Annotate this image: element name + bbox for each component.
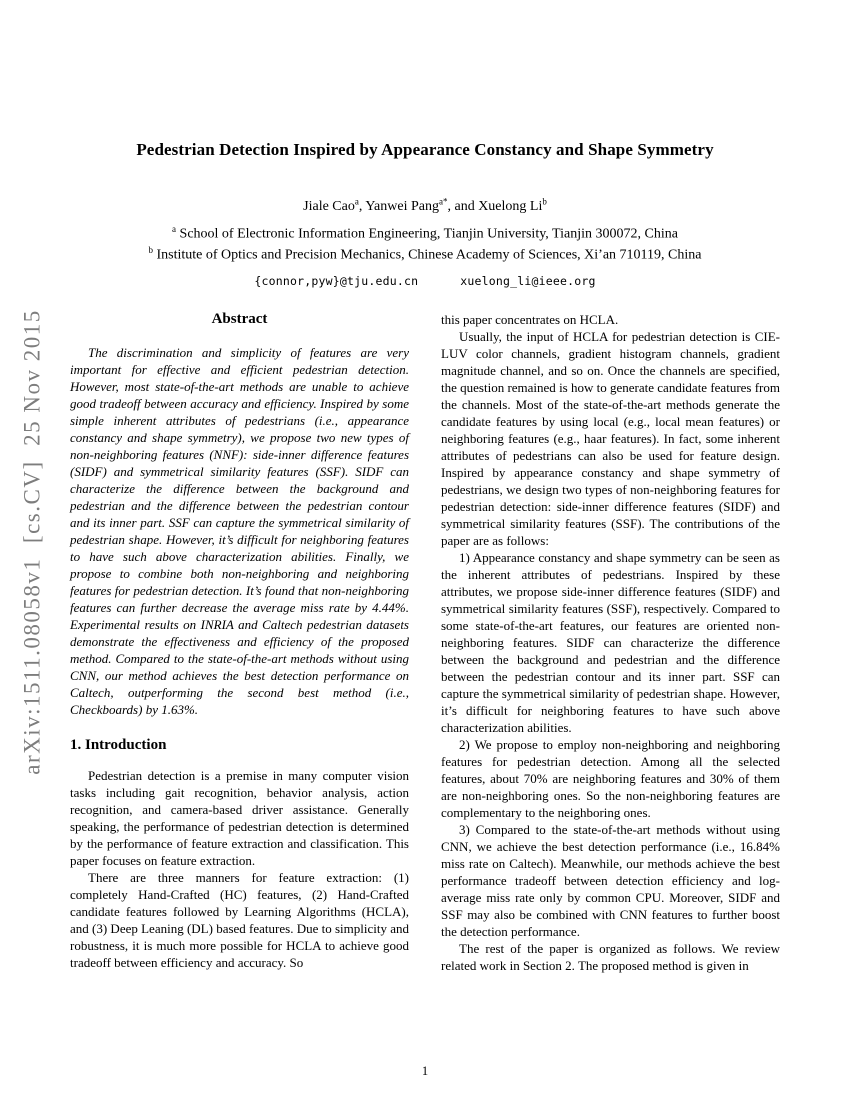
author-1: Jiale Cao$^a$ — [303, 196, 359, 214]
email-line — [0, 274, 850, 288]
email-primary: {connor,pyw}@tju.edu.cn — [254, 273, 419, 288]
section-heading-introduction: 1. Introduction — [70, 737, 167, 753]
affiliation-b — [0, 245, 850, 264]
affiliation-a-text: School of Electronic Information Engineering, Tianjin University, Tianjin 300072, China — [179, 226, 678, 242]
author-3: , and Xuelong Li$^b$ — [447, 196, 547, 214]
right-paragraph-4: 2) We propose to employ non-neighboring and neighboring features for pedestrian detection. Among all the selected features, about 70% are neighboring features and 30% of them are non-neighboring ones. So the non-neighboring features are complementary to the neighboring ones. — [441, 737, 780, 820]
paper-title: Pedestrian Detection Inspired by Appearance Constancy and Shape Symmetry — [136, 140, 714, 159]
right-paragraph-5: 3) Compared to the state-of-the-art methods without using CNN, we achieve the best detection performance (i.e., 16.84% miss rate on Caltech). Meanwhile, our methods achieve the best performance tradeoff between detection efficiency and log-average miss rate only by common CPU. Moreover, SIDF and SSF may also be combined with CNN features to further boost the detection performance. — [441, 822, 780, 939]
author-2: , Yanwei Pang$^{a*}$ — [358, 196, 448, 214]
affiliation-b-marker: b — [148, 245, 154, 256]
introduction-paragraph-2: There are three manners for feature extraction: (1) completely Hand-Crafted (HC) features, (2) Hand-Crafted candidate features followed by Learning Algorithms (HCLA), and (3) Deep Leaning (DL) based features. Due to simplicity and robustness, it is much more possible for HCLA to achieve good tradeoff between efficiency and accuracy. So — [70, 870, 409, 970]
affiliation-a — [0, 224, 850, 243]
email-secondary: xuelong_li@ieee.org — [460, 273, 596, 288]
right-paragraph-3: 1) Appearance constancy and shape symmetry can be seen as the inherent attributes of pedestrians. Inspired by these attributes, we propose side-inner difference features (SIDF) and symmetrical similarity features (SSF), respectively. Compared to some state-of-the-art features, our features are oriented non-neighboring features. SIDF can characterize the difference between the background and pedestrian and the difference between the pedestrian contour and its inner part. SSF can capture the symmetrical similarity of pedestrian shape. However, it’s difficult for neighboring features to have such above characterization abilities. — [441, 550, 780, 735]
abstract-heading: Abstract — [211, 311, 268, 327]
paper-header — [0, 140, 850, 288]
affiliation-a-marker: a — [172, 223, 177, 234]
abstract-text: The discrimination and simplicity of features are very important for effective and efficient pedestrian detection. However, most state-of-the-art methods are unable to achieve good tradeoff between accuracy and efficiency. Inspired by some simple inherent attributes of pedestrians (i.e., appearance constancy and shape symmetry), we propose two new types of non-neighboring features (NNF): side-inner difference features (SIDF) and symmetrical similarity features (SSF). SIDF can characterize the difference between the background and pedestrian and the difference between the pedestrian contour and its inner part. SSF can capture the symmetrical similarity of pedestrian shape. However, it’s difficult for neighboring features to have such above characterization abilities. Finally, we propose to combine both non-neighboring and neighboring features for pedestrian detection. It’s found that non-neighboring features can further decrease the average miss rate by 4.44%. Experimental results on INRIA and Caltech pedestrian datasets demonstrate the effectiveness and efficiency of the proposed method. Compared to the state-of-the-art methods without using CNN, our method achieves the best detection performance on Caltech, outperforming the second best method (i.e., Checkboards) by 1.63%. — [70, 345, 409, 717]
arxiv-watermark-text: arXiv:1511.08058v1 [cs.CV] 25 Nov 2015 — [20, 309, 46, 775]
right-paragraph-1: this paper concentrates on HCLA. — [441, 312, 619, 327]
author-line — [0, 196, 850, 215]
right-paragraph-2: Usually, the input of HCLA for pedestrian detection is CIE-LUV color channels, gradient histogram channels, gradient magnitude channel, and so on. Once the channels are specified, the question remained is how to generate candidate features from the channels. Most of the state-of-the-art methods generate the candidate features by using local (e.g., local mean features) or neighboring features (e.g., haar features). In fact, some inherent attributes of pedestrians can also be used for feature design. Inspired by appearance constancy and shape symmetry of pedestrians, we design two types of non-neighboring features for pedestrian detection: side-inner difference features (SIDF) and symmetrical similarity features (SSF). The contributions of the paper are as follows: — [441, 329, 780, 548]
right-column — [441, 311, 780, 974]
right-paragraph-6: The rest of the paper is organized as follows. We review related work in Section 2. The proposed method is given in — [441, 941, 780, 973]
introduction-paragraph-1: Pedestrian detection is a premise in many computer vision tasks including gait recognition, behavior analysis, action recognition, and camera-based driver assistance. Generally speaking, the performance of pedestrian detection is determined by the performance of feature extraction and classification. This paper focuses on feature extraction. — [70, 768, 409, 868]
page-number: 1 — [421, 1064, 429, 1078]
author-1-affiliation-mark: a — [354, 196, 359, 206]
author-2-affiliation-mark: a* — [438, 196, 448, 206]
author-3-affiliation-mark: b — [542, 196, 547, 206]
left-column — [70, 311, 409, 971]
affiliation-b-text: Institute of Optics and Precision Mechanics, Chinese Academy of Sciences, Xi’an 710119, China — [156, 247, 702, 263]
